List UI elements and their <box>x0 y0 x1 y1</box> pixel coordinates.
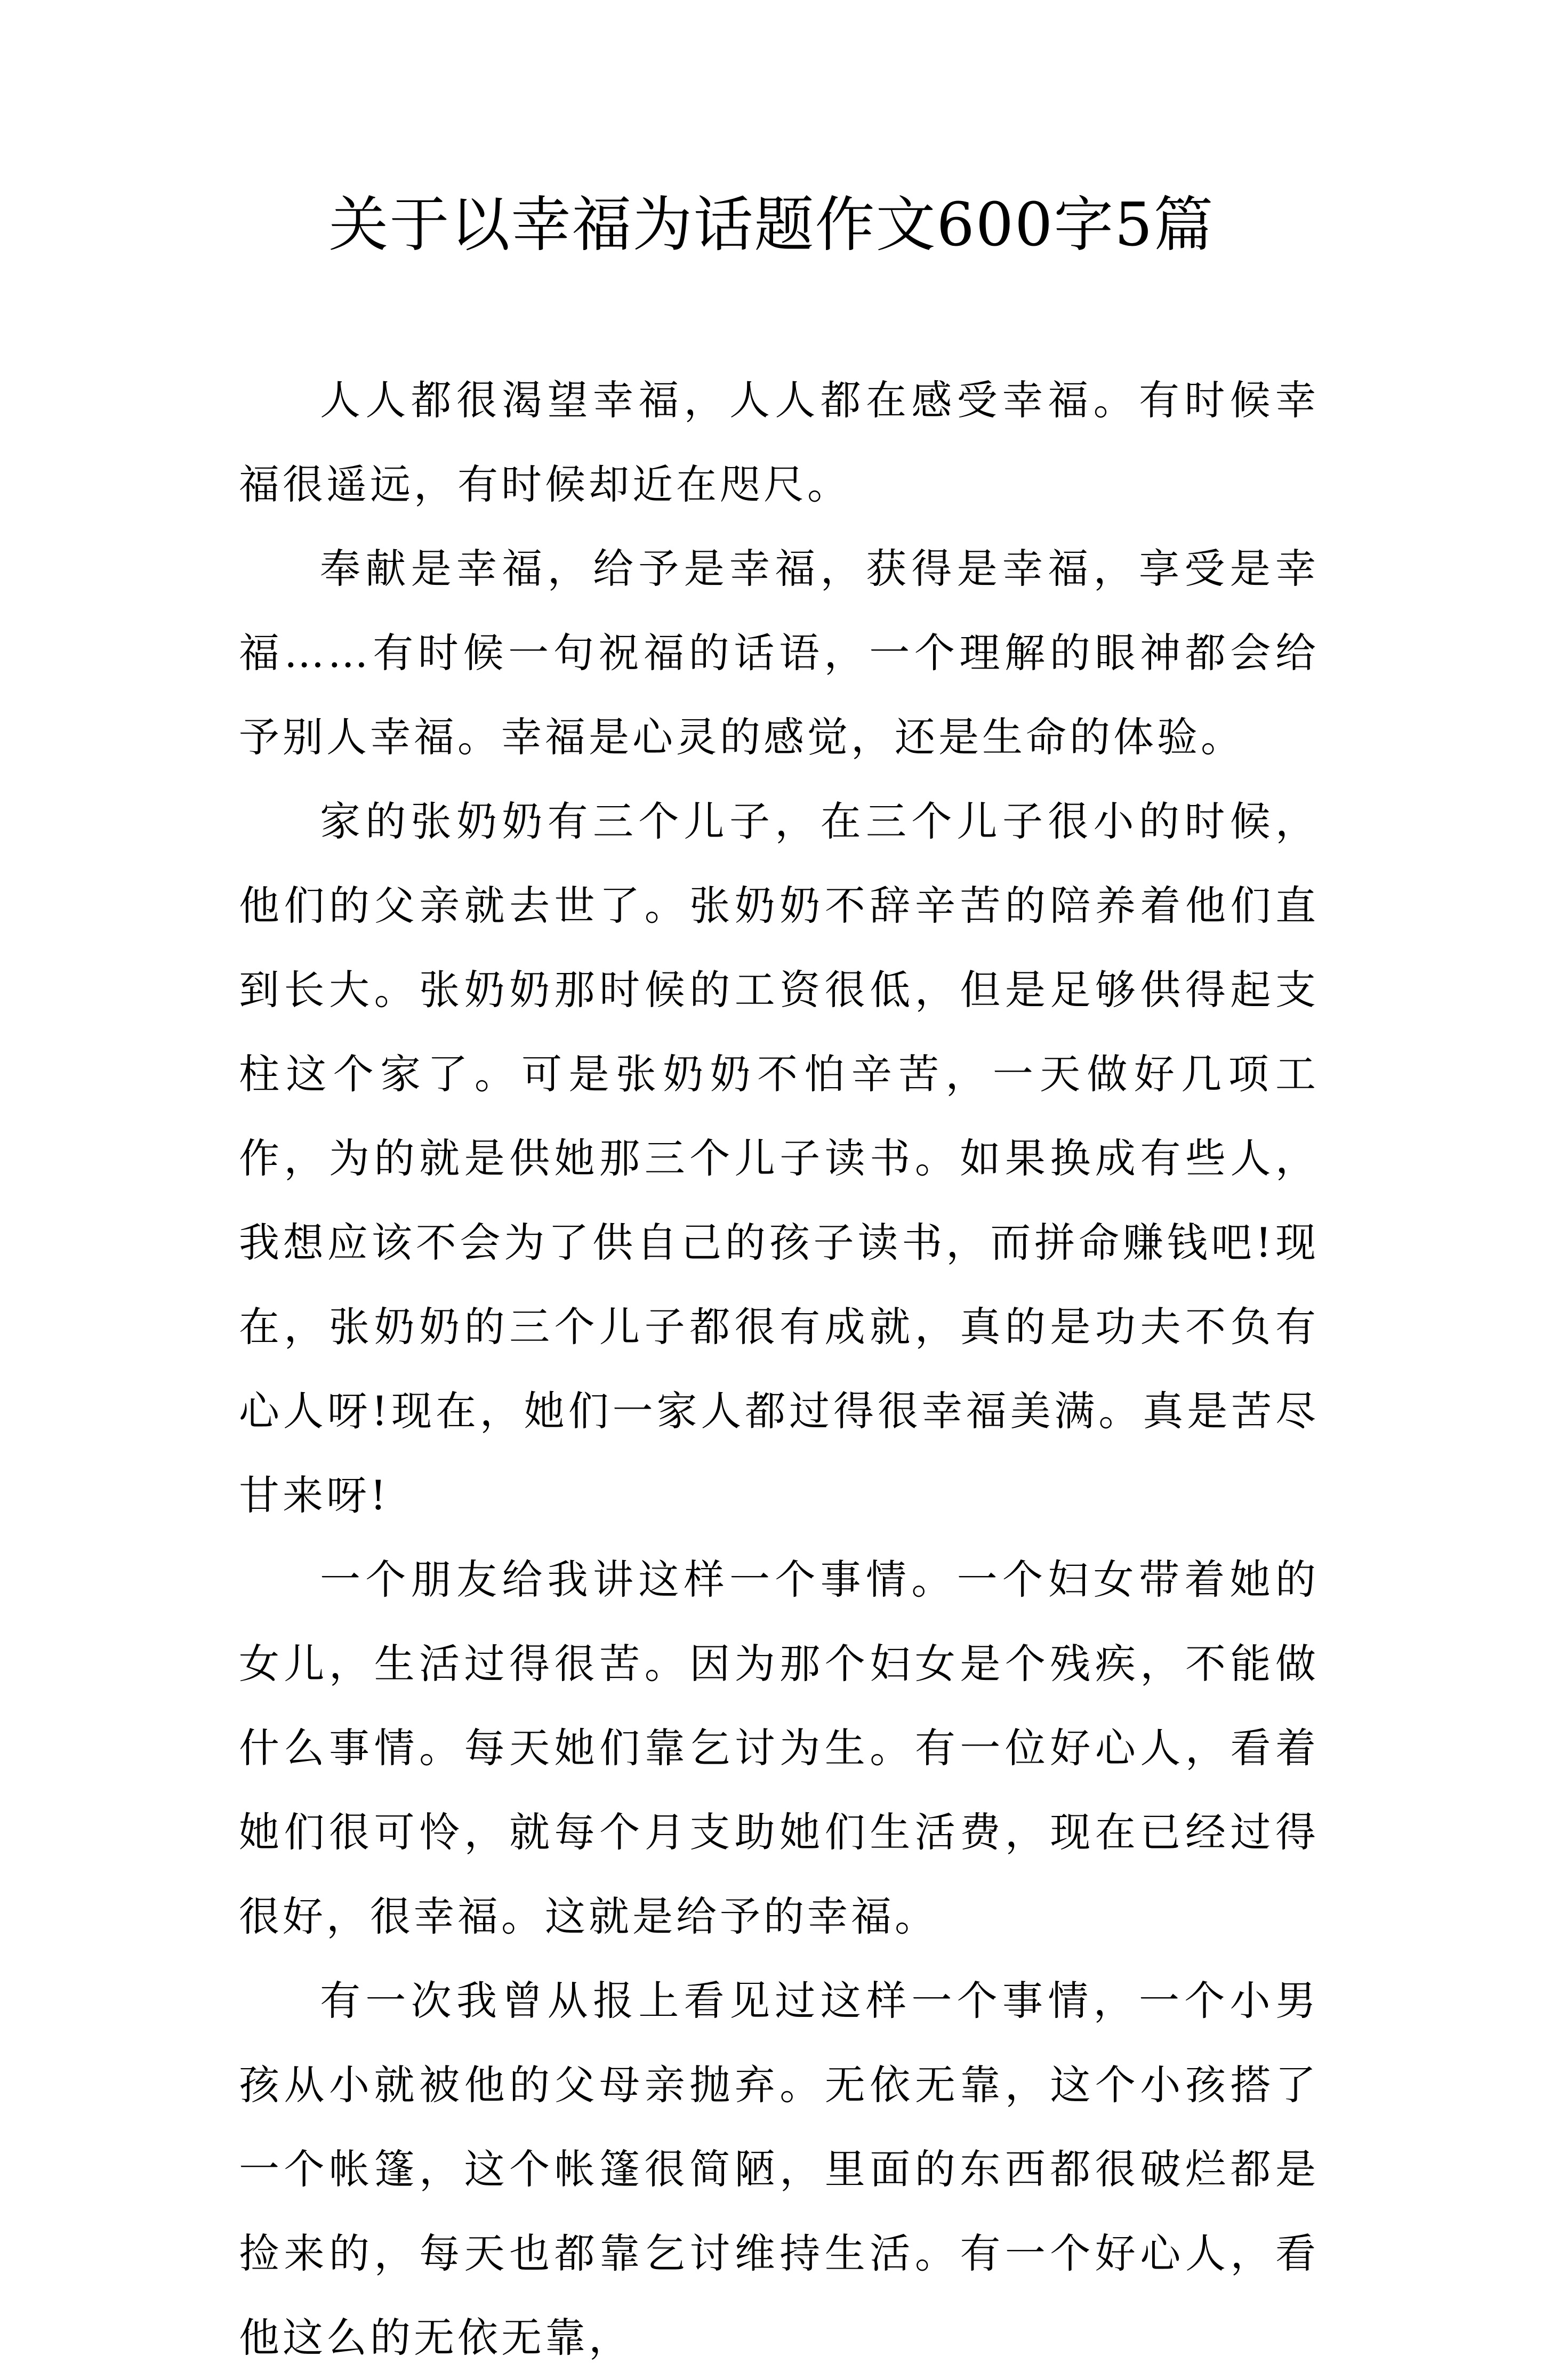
paragraph: 一个朋友给我讲这样一个事情。一个妇女带着她的女儿，生活过得很苦。因为那个妇女是个残疾，不能做什么事情。每天她们靠乞讨为生。有一位好心人，看着她们很可怜，就每个月支助她们生活费，现在已经过得很好，很幸福。这就是给予的幸福。 <box>239 1556 1319 1940</box>
document-body <box>239 358 1319 2380</box>
paragraph: 有一次我曾从报上看见过这样一个事情，一个小男孩从小就被他的父母亲抛弃。无依无靠，这个小孩搭了一个帐篷，这个帐篷很简陋，里面的东西都很破烂都是捡来的，每天也都靠乞讨维持生活。有一个好心人，看他这么的无依无靠， <box>239 1977 1319 2361</box>
paragraph: 家的张奶奶有三个儿子，在三个儿子很小的时候，他们的父亲就去世了。张奶奶不辞辛苦的陪养着他们直到长大。张奶奶那时候的工资很低，但是足够供得起支柱这个家了。可是张奶奶不怕辛苦，一天做好几项工作，为的就是供她那三个儿子读书。如果换成有些人，我想应该不会为了供自己的孩子读书，而拼命赚钱吧!现在，张奶奶的三个儿子都很有成就，真的是功夫不负有心人呀!现在，她们一家人都过得很幸福美满。真是苦尽甘来呀! <box>239 798 1319 1519</box>
paragraph: 人人都很渴望幸福，人人都在感受幸福。有时候幸福很遥远，有时候却近在咫尺。 <box>239 376 1319 508</box>
document-title: 关于以幸福为话题作文600字5篇 <box>328 190 1215 260</box>
paragraph: 奉献是幸福，给予是幸福，获得是幸福，享受是幸福……有时候一句祝福的话语，一个理解的眼神都会给予别人幸福。幸福是心灵的感觉，还是生命的体验。 <box>239 545 1319 761</box>
